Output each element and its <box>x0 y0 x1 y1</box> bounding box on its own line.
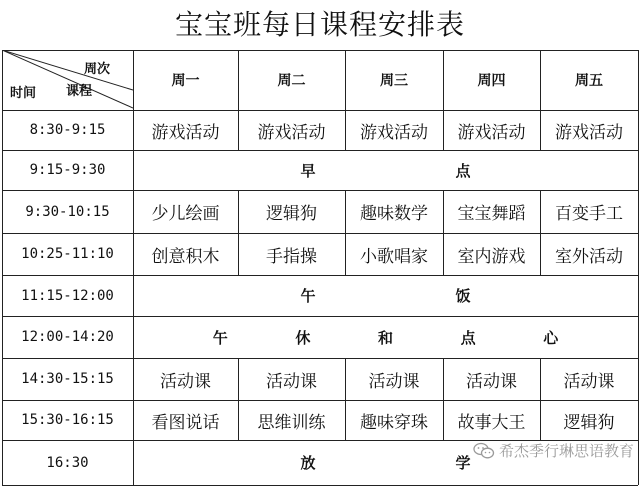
course-cell: 故事大王 <box>457 412 526 433</box>
day-header: 周二 <box>277 73 306 89</box>
course-cell: 少儿绘画 <box>151 204 220 224</box>
course-cell: 看图说话 <box>151 412 220 433</box>
course-cell: 活动课 <box>563 371 615 392</box>
time-slot: 12:00-14:20 <box>21 329 114 345</box>
corner-label-course: 课程 <box>66 84 93 99</box>
course-cell: 逻辑狗 <box>563 412 615 433</box>
merged-row-char: 饭 <box>455 287 471 305</box>
course-cell: 逻辑狗 <box>266 204 317 224</box>
merged-row-char: 学 <box>455 454 471 472</box>
table-grid-line <box>638 50 639 485</box>
time-slot: 9:15-9:30 <box>29 162 106 178</box>
corner-label-week: 周次 <box>84 62 111 77</box>
course-cell: 手指操 <box>266 246 317 267</box>
course-cell: 百变手工 <box>555 204 623 224</box>
merged-row-char: 点 <box>455 161 471 180</box>
course-cell: 思维训练 <box>257 412 326 433</box>
time-slot: 15:30-16:15 <box>21 412 114 428</box>
course-cell: 活动课 <box>466 371 517 392</box>
course-cell: 活动课 <box>266 371 317 392</box>
watermark-text: 希杰季行琳思语教育 <box>498 442 634 460</box>
page-title: 宝宝班每日课程安排表 <box>174 8 465 41</box>
course-cell: 创意积木 <box>151 246 220 267</box>
course-cell: 趣味数学 <box>360 204 428 224</box>
course-cell: 游戏活动 <box>457 122 526 143</box>
course-cell: 游戏活动 <box>360 122 428 143</box>
merged-row-char: 放 <box>300 454 316 472</box>
schedule-table <box>0 50 640 485</box>
merged-row-char: 早 <box>300 161 316 180</box>
time-slot: 8:30-9:15 <box>29 122 106 138</box>
day-header: 周四 <box>477 73 506 89</box>
day-header: 周五 <box>575 73 603 89</box>
watermark <box>473 440 634 461</box>
course-cell: 室外活动 <box>555 246 623 267</box>
merged-row-char: 午 <box>300 287 316 305</box>
course-cell: 游戏活动 <box>555 122 623 143</box>
time-slot: 14:30-15:15 <box>21 371 114 387</box>
merged-row-char: 点 <box>460 328 476 347</box>
time-slot: 10:25-11:10 <box>21 246 114 262</box>
corner-label-time: 时间 <box>10 86 37 101</box>
merged-row-cell <box>133 150 638 190</box>
merged-row-char: 午 <box>212 328 228 347</box>
course-cell: 活动课 <box>160 371 211 392</box>
course-cell: 室内游戏 <box>457 246 526 267</box>
time-slot: 9:30-10:15 <box>25 203 110 220</box>
course-cell: 宝宝舞蹈 <box>457 204 526 224</box>
merged-row-char: 休 <box>295 328 311 347</box>
merged-row-cell <box>133 275 638 316</box>
course-cell: 小歌唱家 <box>360 246 428 267</box>
merged-row-char: 心 <box>543 328 559 347</box>
time-slot: 11:15-12:00 <box>21 287 114 304</box>
day-header: 周三 <box>380 73 408 89</box>
course-cell: 活动课 <box>368 371 420 392</box>
course-cell: 游戏活动 <box>151 122 220 143</box>
merged-row-cell <box>133 316 638 358</box>
merged-row-char: 和 <box>377 328 393 347</box>
wechat-icon <box>473 442 495 460</box>
day-header: 周一 <box>171 73 200 89</box>
time-slot: 16:30 <box>46 454 89 471</box>
course-cell: 趣味穿珠 <box>360 412 428 433</box>
course-cell: 游戏活动 <box>257 122 326 143</box>
